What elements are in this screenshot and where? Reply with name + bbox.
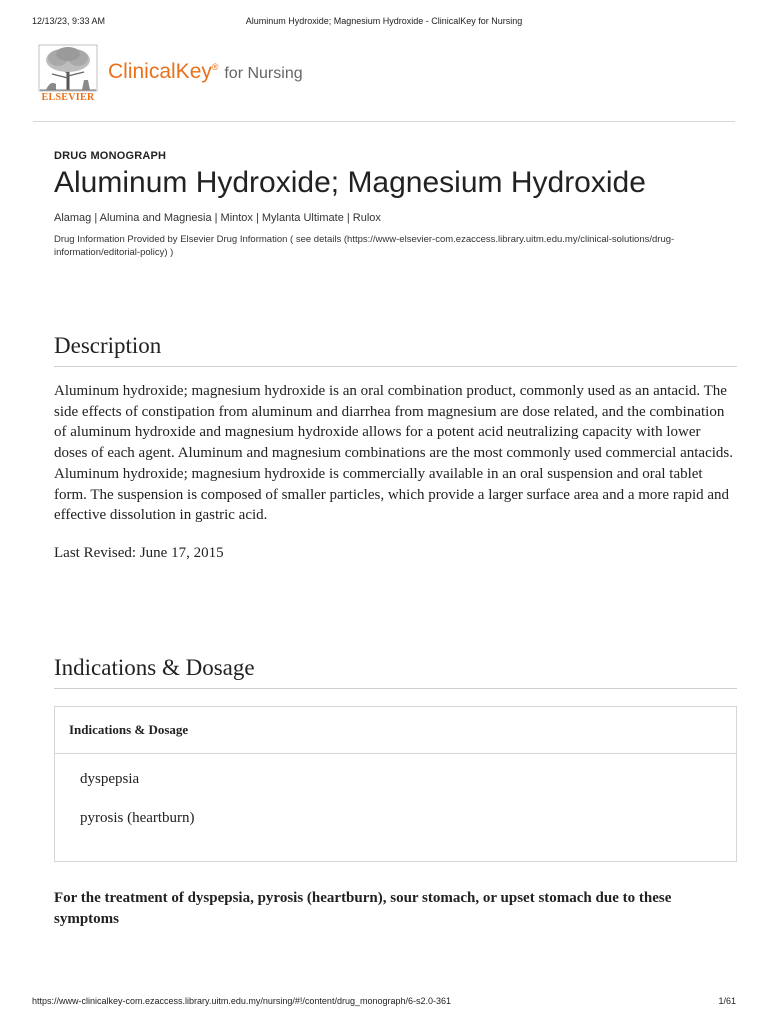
- description-heading: Description: [54, 332, 737, 367]
- brand-wordmark: [108, 60, 303, 84]
- monograph-header: [54, 150, 738, 259]
- print-datetime: 12/13/23, 9:33 AM: [32, 16, 106, 26]
- brand-names: Alamag | Alumina and Magnesia | Mintox | Mylanta Ultimate | Rulox: [54, 212, 381, 224]
- last-revised: Last Revised: June 17, 2015: [54, 544, 224, 561]
- publisher-wordmark: ELSEVIER: [41, 92, 95, 103]
- indication-item[interactable]: pyrosis (heartburn): [80, 810, 195, 826]
- indications-list: [55, 769, 736, 828]
- indications-section: [54, 654, 737, 862]
- header-divider: [33, 121, 735, 122]
- print-footer: [0, 996, 768, 1010]
- indications-heading: Indications & Dosage: [54, 654, 737, 689]
- page-title: Aluminum Hydroxide; Magnesium Hydroxide: [54, 166, 646, 199]
- monograph-eyebrow: DRUG MONOGRAPH: [54, 150, 167, 162]
- indications-box: [54, 706, 737, 862]
- description-body: Aluminum hydroxide; magnesium hydroxide is an oral combination product, commonly used as an antacid. The side effects of constipation from aluminum and diarrhea from magnesium are dose related, and the combination of aluminum hydroxide and magnesium hydroxide allows for a potent acid neutralizing capacity with lower doses of each agent. Aluminum and magnesium combinations are the most commonly used commercial antacids. Aluminum hydroxide; magnesium hydroxide is commercially available in an oral suspension and oral tablet form. The suspension is composed of smaller particles, which provide a larger surface area and a more rapid and effective dissolution in gastric acid.: [54, 383, 733, 524]
- indication-item[interactable]: dyspepsia: [80, 771, 140, 787]
- print-page-number: 1/61: [718, 996, 736, 1006]
- brand-registered-mark: ®: [211, 62, 219, 72]
- brand-suffix: for Nursing: [224, 65, 303, 82]
- site-logo[interactable]: [38, 44, 438, 106]
- print-url: https://www-clinicalkey-com.ezaccess.library.uitm.edu.my/nursing/#!/content/drug_monograph/6-s2.0-361: [32, 996, 452, 1006]
- treatment-heading: For the treatment of dyspepsia, pyrosis (heartburn), sour stomach, or upset stomach due to these symptoms: [54, 890, 672, 927]
- print-page-title: Aluminum Hydroxide; Magnesium Hydroxide - ClinicalKey for Nursing: [245, 16, 523, 26]
- print-header: [0, 16, 768, 30]
- source-link[interactable]: Drug Information Provided by Elsevier Drug Information ( see details (https://www-elsevier-com.ezaccess.library.uitm.edu.my/clinical-solutions/drug-information/editorial-policy) ): [54, 234, 675, 258]
- description-section: [54, 332, 737, 564]
- brand-name: ClinicalKey: [108, 60, 212, 83]
- indications-box-title: Indications & Dosage: [55, 707, 736, 754]
